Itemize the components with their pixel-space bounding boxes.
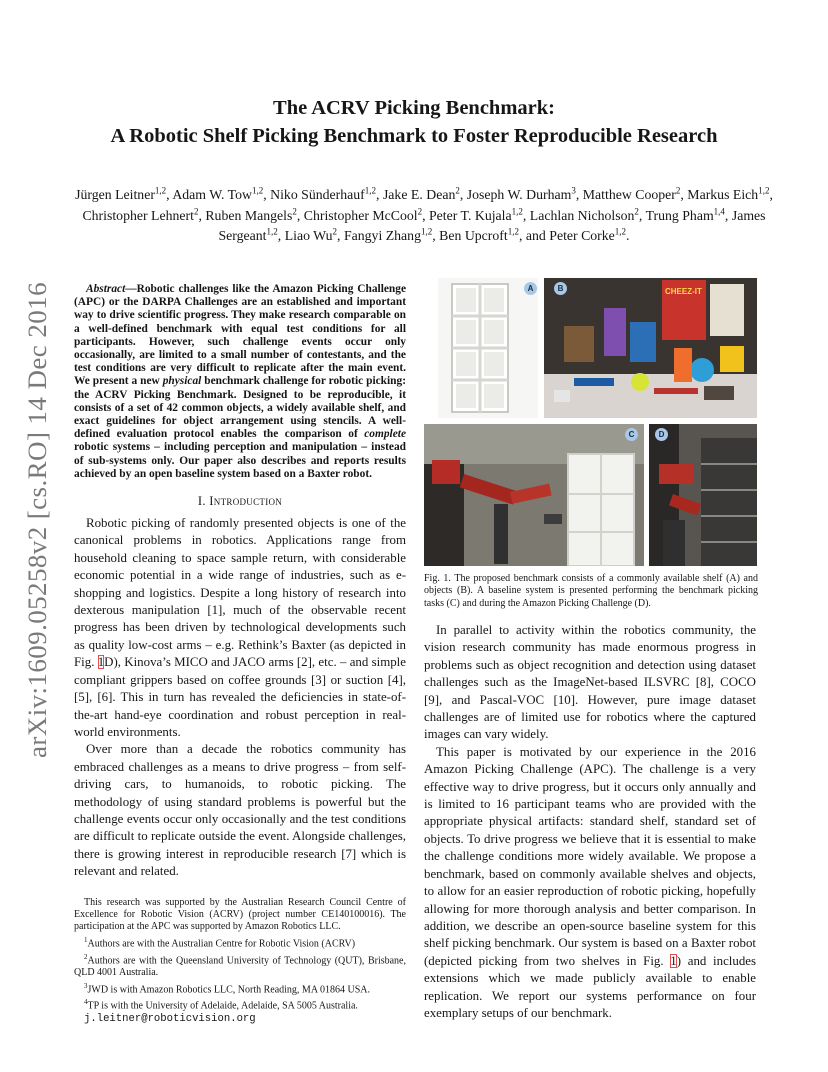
intro-paragraph-1	[74, 515, 406, 741]
objects-photo	[544, 278, 757, 418]
author-name: Adam W. Tow	[172, 187, 252, 202]
author-name: Trung Pham	[645, 207, 714, 223]
author-affiliation: 2	[675, 185, 681, 196]
author-affiliation: 2	[417, 205, 423, 216]
section-title: Introduction	[209, 494, 283, 509]
author-name: Ben Upcroft	[439, 228, 508, 243]
author-affiliation: 1,2	[266, 226, 278, 237]
author-separator: ,	[376, 187, 383, 202]
body-p4-text-b: ) and includes extensions which we made publicly available to enable replication. We report our systems performance on four exemplary setups of our benchmark.	[424, 953, 757, 1020]
author-affiliation: 1,2	[154, 185, 167, 196]
author-affiliation: 3	[571, 185, 576, 196]
abstract	[74, 283, 406, 481]
author-affiliation: 1,2	[251, 185, 264, 196]
author-affiliation: 1,2	[614, 226, 627, 237]
author-affiliation: 2	[332, 226, 338, 237]
panel-label-c: C	[625, 428, 638, 441]
author-affiliation: 2	[292, 205, 297, 216]
funding-note: This research was supported by the Australian Research Council Centre of Excellence for Robotic Vision (ACRV) (project number CE140100016). The participation at the APC was supported by Amazon Robotics LLC.	[74, 896, 406, 933]
author-separator: .	[626, 228, 630, 243]
author-name: Christopher Lehnert	[82, 207, 194, 223]
footnote-text: TP is with the University of Adelaide, Adelaide, SA 5005 Australia.	[87, 1000, 358, 1012]
author-affiliation: 1,2	[420, 226, 433, 237]
author-name: Joseph W. Durham	[466, 187, 572, 202]
author-list	[60, 185, 788, 247]
section-numeral: I.	[197, 494, 210, 509]
footnote-3	[74, 980, 406, 997]
author-separator: ,	[724, 207, 732, 223]
footnote-mark: 2	[84, 952, 88, 961]
author-separator: ,	[638, 207, 646, 223]
author-name: Markus Eich	[687, 187, 759, 202]
figure-1	[424, 278, 756, 568]
panel-label-b: B	[554, 282, 567, 295]
footnote-mark: 1	[84, 935, 88, 944]
left-column	[74, 283, 406, 1026]
author-separator: ,	[422, 207, 429, 223]
footnote-mark: 3	[84, 981, 88, 990]
author-separator: ,	[680, 187, 688, 202]
author-affiliation: 2	[455, 185, 460, 196]
abstract-emphasis-complete: complete	[364, 428, 406, 441]
contact-email[interactable]: j.leitner@roboticvision.org	[84, 1013, 256, 1026]
author-affiliation: 1,2	[364, 185, 377, 196]
robot-picking-photo	[424, 424, 644, 566]
section-heading-introduction	[74, 494, 406, 509]
author-name: Ruben Mangels	[205, 207, 293, 223]
author-affiliation: 2	[634, 205, 639, 216]
footnotes	[74, 897, 406, 1026]
shelf-photo	[438, 278, 538, 418]
paper-title	[60, 94, 768, 150]
author-affiliation: 1,2	[758, 185, 770, 196]
arxiv-identifier	[14, 280, 58, 760]
author-name: Peter T. Kujala	[429, 207, 512, 223]
figure-caption: Fig. 1. The proposed benchmark consists of a commonly available shelf (A) and objects (B). A baseline system is presented performing the benchmark picking tasks (C) and during the Amazon Picking Challenge (D).	[424, 573, 758, 609]
author-name: Matthew Cooper	[582, 187, 676, 202]
author-name: Liao Wu	[284, 228, 333, 243]
author-name: Lachlan Nicholson	[529, 207, 635, 223]
footnote-1	[74, 934, 406, 951]
panel-label-a: A	[524, 282, 537, 295]
author-separator: ,	[337, 228, 344, 243]
author-separator: ,	[459, 187, 467, 202]
title-line-1: The ACRV Picking Benchmark:	[273, 97, 555, 119]
author-name: Jake E. Dean	[382, 187, 456, 202]
author-affiliation: 1,4	[713, 205, 725, 216]
footnote-text: JWD is with Amazon Robotics LLC, North Reading, MA 01864 USA.	[87, 984, 370, 995]
figure-link[interactable]: 1	[97, 655, 105, 670]
footnote-4	[74, 996, 406, 1013]
author-separator: ,	[277, 228, 285, 243]
footnote-mark: 4	[84, 998, 88, 1007]
author-separator: ,	[769, 187, 773, 202]
author-separator: , and	[518, 228, 550, 243]
author-name: James Sergeant	[218, 207, 766, 243]
figure-link[interactable]: 1	[670, 953, 677, 968]
title-line-2: A Robotic Shelf Picking Benchmark to Foster Reproducible Research	[110, 125, 718, 147]
author-separator: ,	[296, 207, 304, 223]
author-name: Jürgen Leitner	[75, 187, 155, 202]
author-name: Niko Sünderhauf	[270, 187, 365, 202]
apc-robot-photo	[649, 424, 757, 566]
box-label: CHEEZ-IT	[665, 287, 702, 296]
abstract-lead: Abstract	[86, 283, 126, 295]
footnote-text: Authors are with the Australian Centre for Robotic Vision (ACRV)	[87, 938, 356, 950]
intro-p1-text-a: Robotic picking of randomly presented objects is one of the canonical problems in robotics. Applications range from household cleaning to space sample return, with considerable economic potential in a wide range of industries, such as e-shopping and logistics. Despite a long history of research into dexterous manipulation [1], much of the observable recent progress has been driven by technological developments such as quality low-cost arms – e.g. Rethink’s Baxter (as depicted in Fig.	[74, 516, 406, 670]
author-affiliation: 1,2	[511, 205, 523, 216]
author-separator: ,	[575, 187, 583, 202]
abstract-text-2: benchmark challenge for robotic picking: the ACRV Picking Benchmark. Designed to be reproducible, it consists of a set of 42 common objects, a widely available shelf, and exact guidelines for object arrangement using stencils. A well-defined evaluation protocol enables the comparison of	[74, 375, 406, 441]
footnote-text: Authors are with the Queensland University of Technology (QUT), Brisbane, QLD 4001 Australia.	[74, 954, 406, 979]
author-affiliation: 2	[193, 205, 199, 216]
author-separator: ,	[522, 207, 530, 223]
abstract-dash: —	[125, 283, 137, 295]
author-separator: ,	[198, 207, 206, 223]
body-paragraph-3: In parallel to activity within the robotics community, the vision research community has made enormous progress in problems such as object recognition and detection using dataset challenges such as the ImageNet-based ILSVRC [8], COCO [9], and Pascal-VOC [10]. However, pure image dataset challenges are of limited use for robotics where the captured images can vary widely.	[424, 623, 756, 742]
body-paragraph-4	[424, 744, 756, 1023]
intro-p1-text-b: D), Kinova’s MICO and JACO arms [2], etc. – and simple compliant grippers based on coffee grounds [3] or suction [4], [5], [6]. This in turn has revealed the deficiencies in state-of-the-art hand-eye coordination and robust perception in real-world environments.	[74, 655, 406, 739]
author-name: Peter Corke	[549, 228, 615, 243]
abstract-emphasis-physical: physical	[162, 375, 202, 388]
abstract-text-1: Robotic challenges like the Amazon Picking Challenge (APC) or the DARPA Challenges are an established and important way to drive scientific progress. They make research comparable on a well-defined benchmark with equal test conditions for all participants. However, such challenge events occur only occasionally, are limited to a small number of contestants, and the test conditions are very difficult to replicate after the main event. We present a new	[74, 283, 406, 388]
author-name: Christopher McCool	[303, 207, 418, 223]
arxiv-identifier-text: arXiv:1609.05258v2 [cs.RO] 14 Dec 2016	[23, 299, 52, 758]
right-column	[424, 622, 756, 1022]
author-separator: ,	[263, 187, 271, 202]
author-separator: ,	[432, 228, 440, 243]
author-affiliation: 1,2	[507, 226, 519, 237]
footnote-2	[74, 951, 406, 980]
author-name: Fangyi Zhang	[343, 228, 421, 243]
panel-label-d: D	[655, 428, 668, 441]
intro-paragraph-2: Over more than a decade the robotics community has embraced challenges as a means to drive progress – from self-driving cars, to humanoids, to robotic picking. The methodology of using standard problems is powerful but the challenge events occur only occasionally and the test conditions are difficult to replicate outside the event. Alongside challenges, there is growing interest in reproducible research [7] which is relevant and related.	[74, 742, 406, 879]
abstract-text-3: robotic systems – including perception and manipulation – instead of sub-systems only. Our paper also describes and reports results achieved by an open baseline system based on a Baxter robot.	[74, 441, 406, 480]
body-p4-text-a: This paper is motivated by our experience in the 2016 Amazon Picking Challenge (APC). The challenge is a very effective way to drive progress, but it occurs only annually and is limited to 16 participant teams who are provided with the appropriate physical artifacts: standard shelf, standard set of objects. To drive progress we believe that it is essential to make the challenge conditions more widely available. We propose a benchmark, based on commonly available shelves and objects, to allow for an easier reproduction of robotic picking, hopefully allowing for more thorough analysis and better comparison. In addition, we describe an open-source baseline system for this shelf picking benchmark. Our system is based on a Baxter robot (depicted picking from two shelves in Fig.	[424, 744, 756, 968]
author-separator: ,	[166, 187, 173, 202]
